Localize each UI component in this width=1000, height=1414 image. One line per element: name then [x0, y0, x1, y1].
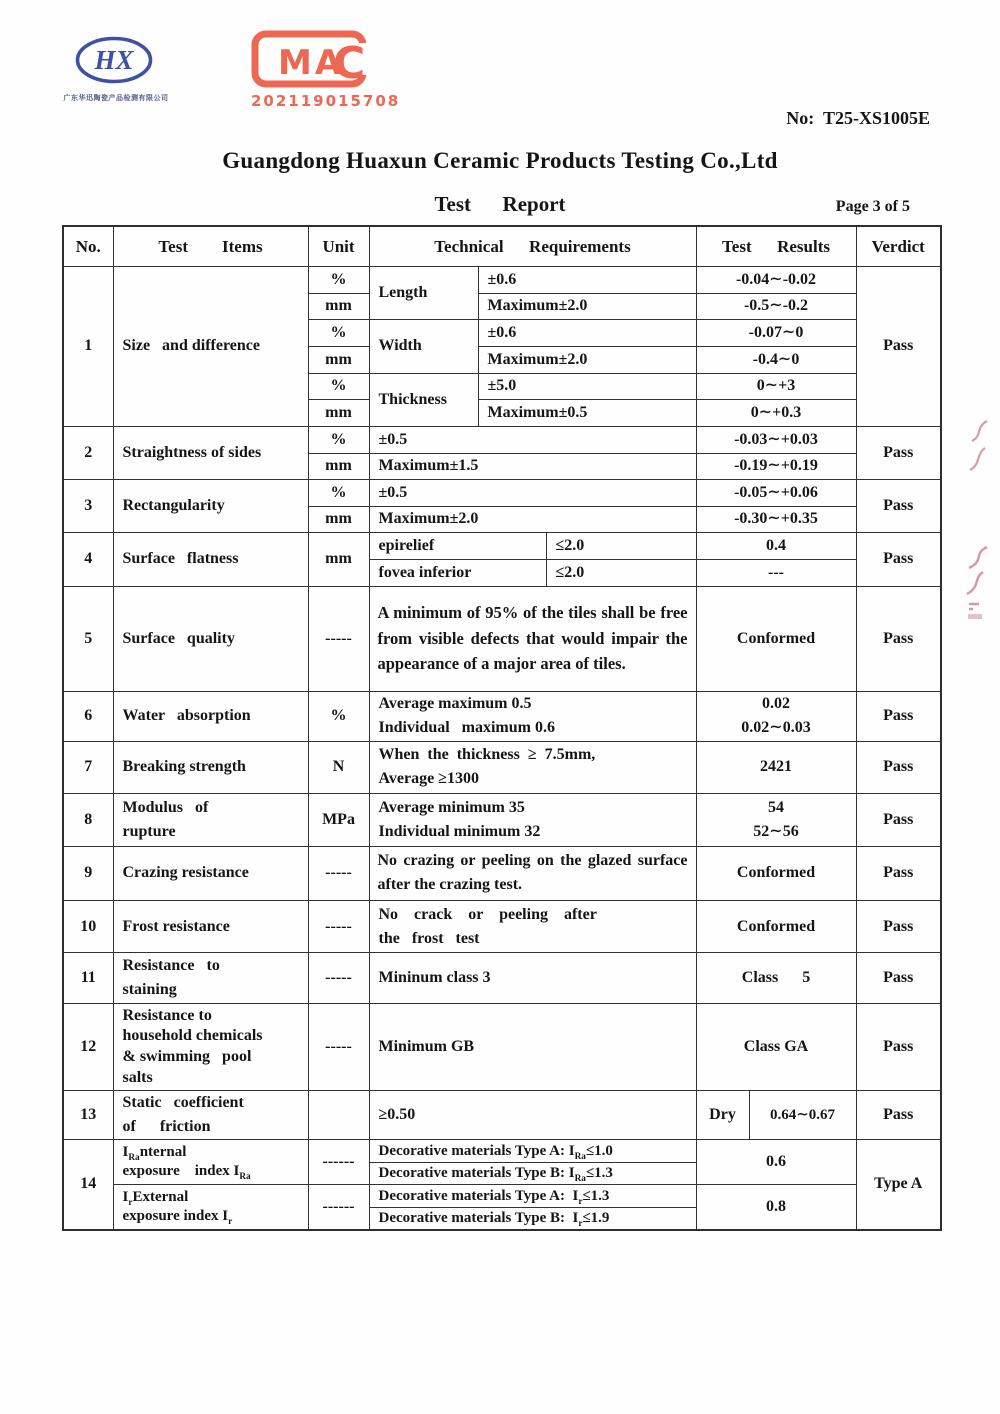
header-test-results: Test Results	[696, 226, 856, 266]
cma-logo-letters: MA	[278, 43, 345, 83]
item-line: & swimming pool	[122, 1048, 252, 1066]
cell-no: 13	[63, 1091, 113, 1140]
cell-requirement: Decorative materials Type A: $I_{Ra}\le 1.0$	[369, 1140, 696, 1163]
cell-result: Conformed	[696, 901, 856, 953]
cell-verdict: Pass	[856, 479, 941, 532]
requirement-line: Individual maximum 0.6	[378, 719, 555, 736]
item-line: exposure index $I_r$	[122, 1207, 233, 1227]
cell-requirement: A minimum of 95% of the tiles shall be free from visible defects that would impair the appearance of a major area of tiles.	[369, 586, 696, 691]
cell-item	[113, 1185, 308, 1230]
cell-result: -0.4∼0	[696, 346, 856, 373]
table-row	[63, 1185, 941, 1208]
cell-item: Water absorption	[113, 691, 308, 741]
cell-verdict: Pass	[856, 741, 941, 793]
item-line: Static coefficient	[122, 1094, 244, 1112]
item-line: staining	[122, 981, 177, 999]
result-line: 52∼56	[753, 822, 799, 840]
cell-verdict: Pass	[856, 586, 941, 691]
cell-result: 0∼+0.3	[696, 399, 856, 426]
cell-unit: mm	[308, 346, 369, 373]
cell-unit: mm	[308, 506, 369, 532]
result-line: 0.02	[762, 695, 790, 712]
cell-verdict: Pass	[856, 1004, 941, 1091]
cell-result: Class GA	[696, 1004, 856, 1091]
header-technical-requirements: Technical Requirements	[369, 226, 696, 266]
company-name: Guangdong Huaxun Ceramic Products Testing Co.,Ltd	[222, 148, 778, 173]
header-test-items: Test Items	[113, 226, 308, 266]
cma-certificate-number: 202119015708	[251, 92, 401, 110]
cell-requirement: ≥0.50	[369, 1091, 696, 1140]
cell-requirement	[369, 901, 696, 953]
item-line: rupture	[122, 822, 176, 840]
cell-result: 0∼+3	[696, 373, 856, 399]
cell-verdict: Pass	[856, 793, 941, 846]
requirement-line: Individual minimum 32	[378, 822, 541, 840]
cma-logo-c: C	[333, 38, 366, 88]
cell-result-condition: Dry	[696, 1091, 749, 1140]
hx-logo-caption: 广东华迅陶瓷产品检测有限公司	[63, 94, 169, 102]
cell-no: 2	[63, 426, 113, 479]
document-title: Test Report	[434, 192, 566, 216]
header-no: No.	[63, 226, 113, 266]
cell-no: 7	[63, 741, 113, 793]
cell-verdict: Pass	[856, 1091, 941, 1140]
cell-verdict: Pass	[856, 426, 941, 479]
cell-requirement	[369, 691, 696, 741]
hx-logo-text: HX	[94, 45, 134, 75]
cell-verdict: Pass	[856, 901, 941, 953]
cell-result: -0.03∼+0.03	[696, 426, 856, 453]
cell-unit: MPa	[308, 793, 369, 846]
cell-unit: %	[308, 319, 369, 346]
header-verdict: Verdict	[856, 226, 941, 266]
cell-unit: mm	[308, 399, 369, 426]
item-line: Modulus of	[122, 798, 209, 816]
table-row	[63, 426, 941, 453]
cell-requirement: Mininum class 3	[369, 953, 696, 1004]
item-line: Resistance to	[122, 1006, 212, 1024]
cell-requirement: Maximum±0.5	[478, 399, 696, 426]
cell-item	[113, 793, 308, 846]
cell-result: Conformed	[696, 846, 856, 901]
cell-requirement	[369, 741, 696, 793]
cell-result: Class 5	[696, 953, 856, 1004]
cell-verdict: Pass	[856, 846, 941, 901]
cell-result	[696, 793, 856, 846]
table-row	[63, 266, 941, 293]
cell-requirement: Decorative materials Type B: $I_r\le 1.9$	[369, 1208, 696, 1230]
red-handmark-icon	[963, 418, 993, 476]
table-row	[63, 953, 941, 1004]
cell-result	[696, 691, 856, 741]
cell-sub-label: fovea inferior	[369, 559, 546, 586]
cell-result: -0.30∼+0.35	[696, 506, 856, 532]
cell-dimension: Thickness	[369, 373, 478, 426]
cell-requirement: ±0.5	[369, 426, 696, 453]
cell-requirement	[369, 793, 696, 846]
item-line: $I_rExternal$	[122, 1189, 189, 1209]
cell-unit: %	[308, 691, 369, 741]
requirement-line: the frost test	[378, 929, 480, 947]
cell-no: 9	[63, 846, 113, 901]
cell-no: 11	[63, 953, 113, 1004]
cell-unit: N	[308, 741, 369, 793]
cell-unit: %	[308, 426, 369, 453]
cell-dimension: Length	[369, 266, 478, 319]
cell-verdict: Pass	[856, 532, 941, 586]
cell-item	[113, 1091, 308, 1140]
header-unit: Unit	[308, 226, 369, 266]
requirement-line: When the thickness ≥ 7.5mm,	[378, 746, 596, 763]
requirement-line: Average ≥1300	[378, 770, 479, 787]
cell-sub-label: epirelief	[369, 532, 546, 559]
cell-result: -0.07∼0	[696, 319, 856, 346]
cell-item: Breaking strength	[113, 741, 308, 793]
cell-result: 2421	[696, 741, 856, 793]
cell-no: 4	[63, 532, 113, 586]
cell-no: 10	[63, 901, 113, 953]
cell-requirement: ±0.6	[478, 266, 696, 293]
cell-item	[113, 953, 308, 1004]
report-number	[786, 108, 930, 129]
cell-no: 5	[63, 586, 113, 691]
cell-unit: mm	[308, 532, 369, 586]
result-line: 54	[768, 798, 784, 816]
cell-requirement: Maximum±2.0	[369, 506, 696, 532]
cell-requirement: Maximum±2.0	[478, 293, 696, 319]
cell-requirement: Maximum±2.0	[478, 346, 696, 373]
cell-no: 14	[63, 1140, 113, 1230]
cell-requirement: ±0.6	[478, 319, 696, 346]
cell-result: -0.5∼-0.2	[696, 293, 856, 319]
cell-result: 0.4	[696, 532, 856, 559]
cell-verdict: Type A	[856, 1140, 941, 1230]
cell-no: 12	[63, 1004, 113, 1091]
cell-result: 0.64∼0.67	[749, 1091, 856, 1140]
cell-unit: mm	[308, 453, 369, 479]
cell-unit	[308, 1091, 369, 1140]
cell-no: 6	[63, 691, 113, 741]
cell-requirement: Decorative materials Type B: $I_{Ra}\le 1.3$	[369, 1163, 696, 1185]
cell-item: Frost resistance	[113, 901, 308, 953]
table-header-row	[63, 226, 941, 266]
cell-result: -0.19∼+0.19	[696, 453, 856, 479]
cell-requirement: ≤2.0	[546, 559, 696, 586]
item-line: of friction	[122, 1118, 211, 1136]
cell-verdict: Pass	[856, 691, 941, 741]
table-row	[63, 532, 941, 559]
cell-item: Rectangularity	[113, 479, 308, 532]
cell-result: -0.05∼+0.06	[696, 479, 856, 506]
cell-no: 8	[63, 793, 113, 846]
table-row	[63, 1140, 941, 1163]
cell-dimension: Width	[369, 319, 478, 373]
table-row	[63, 1091, 941, 1140]
table-row	[63, 691, 941, 741]
cell-item: Crazing resistance	[113, 846, 308, 901]
requirement-line: Average minimum 35	[378, 798, 525, 816]
report-number-value: T25-XS1005E	[822, 108, 930, 128]
cell-requirement: No crazing or peeling on the glazed surface after the crazing test.	[369, 846, 696, 901]
cell-item: Surface flatness	[113, 532, 308, 586]
cell-unit: -----	[308, 953, 369, 1004]
cell-unit: -----	[308, 846, 369, 901]
table-row	[63, 1004, 941, 1091]
cell-unit: %	[308, 373, 369, 399]
table-row	[63, 741, 941, 793]
cell-unit: -----	[308, 1004, 369, 1091]
cell-no: 3	[63, 479, 113, 532]
cell-unit: ------	[308, 1185, 369, 1230]
cell-requirement: ±0.5	[369, 479, 696, 506]
result-line: 0.02∼0.03	[741, 719, 811, 736]
cell-result: -0.04∼-0.02	[696, 266, 856, 293]
cell-no: 1	[63, 266, 113, 426]
table-row	[63, 586, 941, 691]
cell-item: Size and difference	[113, 266, 308, 426]
table-row	[63, 479, 941, 506]
report-number-label: No:	[786, 108, 815, 128]
cell-result: 0.8	[696, 1185, 856, 1230]
cell-item	[113, 1004, 308, 1091]
item-line: exposure index $I_{Ra}$	[122, 1163, 251, 1183]
table-row	[63, 846, 941, 901]
hx-logo-icon	[74, 35, 154, 85]
cell-requirement: ≤2.0	[546, 532, 696, 559]
cell-unit: %	[308, 479, 369, 506]
requirement-line: No crack or peeling after	[378, 905, 597, 923]
cell-result: 0.6	[696, 1140, 856, 1185]
test-results-table	[62, 225, 942, 1231]
cell-requirement: Maximum±1.5	[369, 453, 696, 479]
cma-logo-icon	[251, 30, 369, 88]
cell-verdict: Pass	[856, 266, 941, 426]
item-line: Resistance to	[122, 957, 220, 975]
cell-requirement: Minimum GB	[369, 1004, 696, 1091]
cell-verdict: Pass	[856, 953, 941, 1004]
cell-unit: %	[308, 266, 369, 293]
red-handmark-icon	[955, 542, 995, 622]
requirement-line: Average maximum 0.5	[378, 695, 532, 712]
cell-unit: -----	[308, 586, 369, 691]
table-row	[63, 901, 941, 953]
item-line: salts	[122, 1068, 153, 1086]
cell-item: Straightness of sides	[113, 426, 308, 479]
cell-item	[113, 1140, 308, 1185]
cell-result: Conformed	[696, 586, 856, 691]
cell-item: Surface quality	[113, 586, 308, 691]
cell-unit: ------	[308, 1140, 369, 1185]
item-line: household chemicals	[122, 1027, 263, 1045]
cell-requirement: ±5.0	[478, 373, 696, 399]
cell-unit: -----	[308, 901, 369, 953]
cell-unit: mm	[308, 293, 369, 319]
cell-requirement: Decorative materials Type A: $I_r\le 1.3$	[369, 1185, 696, 1208]
table-row	[63, 793, 941, 846]
page-indicator: Page 3 of 5	[835, 198, 910, 215]
cell-result: ---	[696, 559, 856, 586]
item-line: $I_{Ra}nternal$	[122, 1144, 187, 1164]
